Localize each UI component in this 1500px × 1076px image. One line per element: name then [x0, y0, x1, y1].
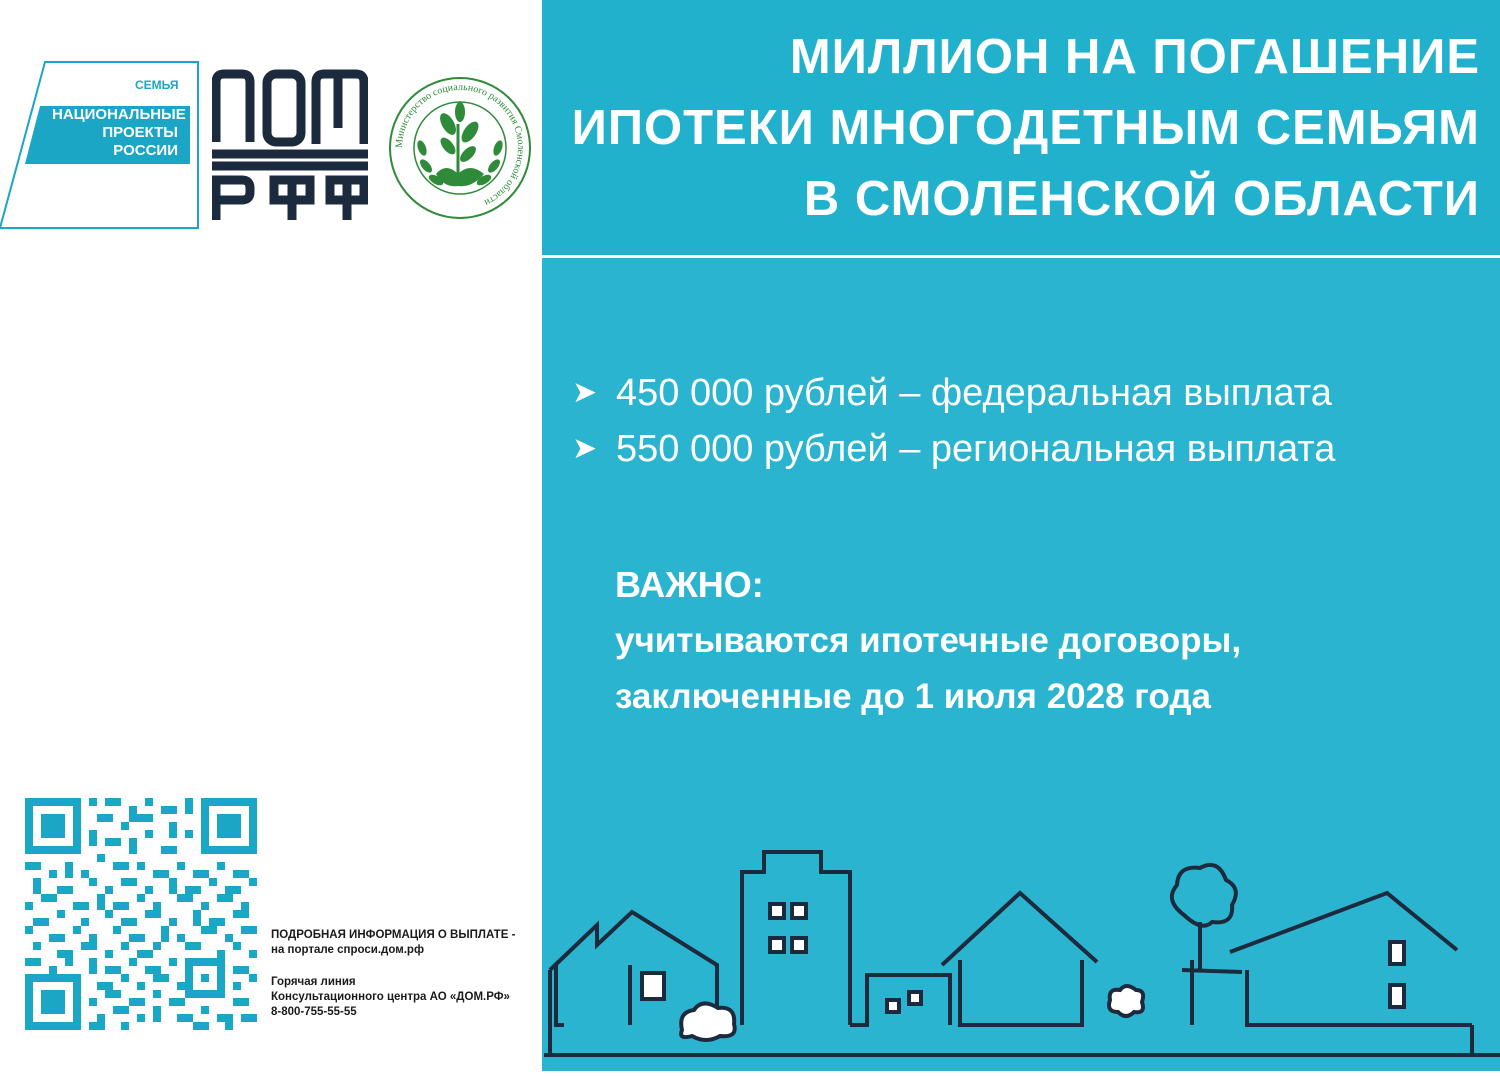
info-block [271, 928, 515, 1020]
payment-regional-text: 550 000 рублей – региональная выплата [616, 428, 1336, 470]
national-projects-logo [0, 60, 200, 235]
natproject-line-2: ПРОЕКТЫ [102, 124, 178, 141]
info-line-4: Консультационного центра АО «ДОМ.РФ» [271, 991, 510, 1003]
qr-code-graphic [25, 798, 257, 1030]
domrf-logo-graphic [212, 68, 368, 220]
natproject-top-label: СЕМЬЯ [135, 78, 179, 92]
natproject-line-3: РОССИИ [113, 142, 178, 159]
arrow-icon: ➤ [572, 376, 598, 409]
important-note [615, 557, 1241, 725]
right-panel [542, 0, 1500, 1071]
info-line-1: ПОДРОБНАЯ ИНФОРМАЦИЯ О ВЫПЛАТЕ - [271, 929, 516, 941]
qr-code[interactable] [25, 798, 257, 1035]
payment-federal-text: 450 000 рублей – федеральная выплата [616, 372, 1332, 414]
title-line-3: В СМОЛЕНСКОЙ ОБЛАСТИ [803, 172, 1480, 226]
left-panel [0, 0, 542, 1071]
natproject-text [52, 106, 186, 160]
ministry-emblem [386, 74, 534, 227]
houses-illustration [542, 840, 1500, 1076]
natproject-line-1: НАЦИОНАЛЬНЫЕ [52, 106, 186, 123]
info-phone: 8-800-755-55-55 [271, 1006, 357, 1018]
ministry-ring-text: Министерство социального развития Смоленской области [393, 81, 527, 209]
info-line-2: на портале спроси.дом.рф [271, 944, 425, 956]
info-line-3: Горячая линия [271, 976, 356, 988]
page-title [550, 22, 1480, 235]
title-line-2: ИПОТЕКИ МНОГОДЕТНЫМ СЕМЬЯМ [571, 101, 1480, 155]
important-line-2: заключенные до 1 июля 2028 года [615, 677, 1212, 716]
important-label: ВАЖНО: [615, 564, 764, 605]
arrow-icon: ➤ [572, 432, 598, 465]
important-line-1: учитываются ипотечные договоры, [615, 621, 1242, 660]
domrf-logo [212, 68, 368, 225]
payment-regional [572, 421, 1335, 477]
ministry-emblem-graphic [386, 74, 534, 222]
title-band [542, 0, 1500, 258]
payment-federal [572, 365, 1335, 421]
title-line-1: МИЛЛИОН НА ПОГАШЕНИЕ [789, 30, 1480, 84]
payments-list [572, 365, 1335, 477]
houses-graphic [542, 840, 1500, 1071]
